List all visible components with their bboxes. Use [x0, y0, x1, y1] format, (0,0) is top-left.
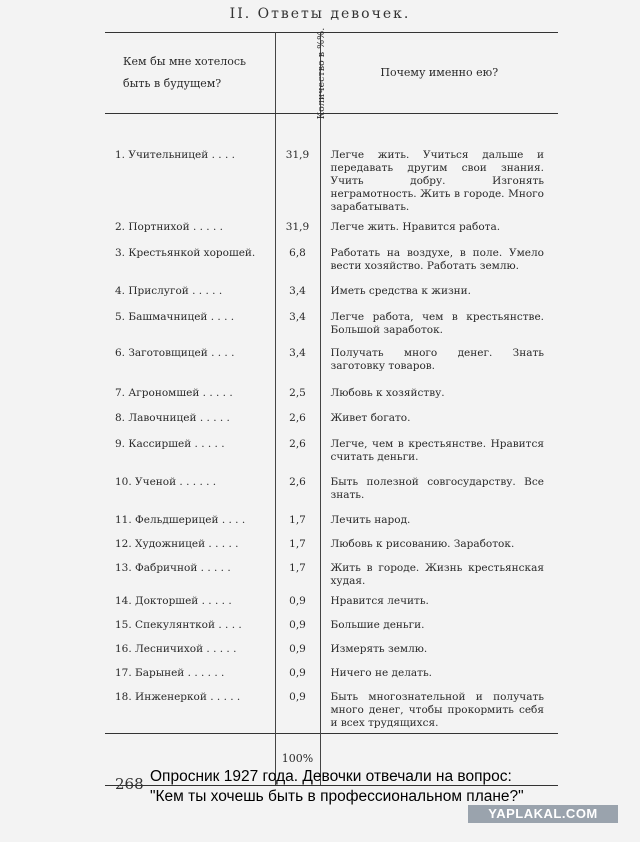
reason-cell: Получать много денег. Знать заготовку товаров. [330, 347, 544, 372]
reason-cell: Нравится лечить. [330, 595, 429, 607]
table-row [105, 341, 558, 381]
table-spacer-row [105, 114, 558, 144]
percent-cell: 1,7 [275, 532, 320, 556]
table-row [105, 685, 558, 733]
total-percent: 100% [275, 733, 320, 785]
occupation-cell: 5. Башмачницей . . . . [105, 305, 275, 341]
table-row [105, 215, 558, 241]
percent-cell: 2,6 [275, 432, 320, 470]
percent-cell: 1,7 [275, 556, 320, 589]
reason-cell: Большие деньги. [330, 619, 425, 631]
reason-cell: Лечить народ. [330, 514, 411, 526]
percent-cell: 0,9 [275, 685, 320, 733]
survey-table [105, 27, 558, 786]
reason-cell: Иметь средства к жизни. [330, 285, 471, 297]
caption-line-2: "Кем ты хочешь быть в профессиональном плане?" [150, 788, 524, 805]
percent-cell: 0,9 [275, 661, 320, 685]
occupation-cell: 8. Лавочницей . . . . . [105, 406, 275, 432]
table-row [105, 532, 558, 556]
page-number: 268 [115, 775, 144, 793]
table-row [105, 556, 558, 589]
occupation-cell: 16. Лесничихой . . . . . [105, 637, 275, 661]
reason-cell: Измерять землю. [330, 643, 428, 655]
occupation-cell: 4. Прислугой . . . . . [105, 279, 275, 305]
table-row [105, 305, 558, 341]
percent-cell: 3,4 [275, 279, 320, 305]
reason-header: Почему именно ею? [320, 33, 558, 114]
occupation-cell: 17. Барыней . . . . . . [105, 661, 275, 685]
reason-cell: Легче, чем в крестьянстве. Нравится считать деньги. [330, 438, 544, 463]
occupation-cell: 13. Фабричной . . . . . [105, 556, 275, 589]
reason-cell: Легче жить. Учиться дальше и передавать другим свои знания. Учить добру. Изгонять неграмотность. Жить в городе. Много зарабатывать. [330, 149, 544, 213]
occupation-cell: 7. Агрономшей . . . . . [105, 381, 275, 406]
percent-cell: 6,8 [275, 241, 320, 279]
page-title: II. Ответы девочек. [229, 6, 411, 22]
reason-cell: Любовь к хозяйству. [330, 387, 445, 399]
reason-cell: Любовь к рисованию. Заработок. [330, 538, 515, 550]
percent-cell: 2,6 [275, 406, 320, 432]
table-row [105, 143, 558, 215]
percent-cell: 2,6 [275, 470, 320, 508]
occupation-cell: 15. Спекулянткой . . . . [105, 613, 275, 637]
reason-cell: Живет богато. [330, 412, 411, 424]
table-row [105, 241, 558, 279]
reason-cell: Быть многознательной и получать много денег, чтобы прокормить себя и всех трудящихся. [330, 691, 544, 729]
table-row [105, 381, 558, 406]
table-header-row [105, 33, 558, 114]
table-row [105, 406, 558, 432]
occupation-cell: 14. Докторшей . . . . . [105, 589, 275, 613]
table-row [105, 637, 558, 661]
reason-cell: Работать на воздухе, в поле. Умело вести хозяйство. Работать землю. [330, 247, 544, 272]
reason-cell: Легче жить. Нравится работа. [330, 221, 501, 233]
watermark: YAPLAKAL.COM [468, 805, 618, 823]
caption [150, 767, 570, 807]
reason-cell: Легче работа, чем в крестьянстве. Большой заработок. [330, 311, 544, 336]
reason-cell: Быть полезной совгосударству. Все знать. [330, 476, 544, 501]
occupation-cell: 12. Художницей . . . . . [105, 532, 275, 556]
percent-cell: 31,9 [275, 143, 320, 215]
occupation-header: Кем бы мне хотелось быть в будущем? [105, 33, 275, 114]
occupation-cell: 6. Заготовщицей . . . . [105, 341, 275, 381]
occupation-cell: 18. Инженеркой . . . . . [105, 685, 275, 733]
occupation-cell: 9. Кассиршей . . . . . [105, 432, 275, 470]
table-row [105, 661, 558, 685]
percent-cell: 2,5 [275, 381, 320, 406]
occupation-cell: 11. Фельдшерицей . . . . [105, 508, 275, 532]
table-row [105, 589, 558, 613]
occupation-cell: 3. Крестьянкой хорошей. [105, 241, 275, 279]
table-row [105, 470, 558, 508]
occupation-cell: 10. Ученой . . . . . . [105, 470, 275, 508]
percent-cell: 0,9 [275, 613, 320, 637]
percent-cell: 0,9 [275, 637, 320, 661]
reason-cell: Ничего не делать. [330, 667, 432, 679]
percent-cell: 1,7 [275, 508, 320, 532]
table-row [105, 508, 558, 532]
percent-cell: 3,4 [275, 341, 320, 381]
percent-cell: 0,9 [275, 589, 320, 613]
caption-line-1: Опросник 1927 года. Девочки отвечали на вопрос: [150, 768, 512, 785]
reason-cell: Жить в городе. Жизнь крестьянская худая. [330, 562, 544, 587]
table-row [105, 613, 558, 637]
table-row [105, 279, 558, 305]
occupation-cell: 2. Портнихой . . . . . [105, 215, 275, 241]
occupation-cell: 1. Учительницей . . . . [105, 143, 275, 215]
percent-cell: 31,9 [275, 215, 320, 241]
table-row [105, 432, 558, 470]
percent-cell: 3,4 [275, 305, 320, 341]
percent-header: Количество в %%. [275, 33, 320, 114]
